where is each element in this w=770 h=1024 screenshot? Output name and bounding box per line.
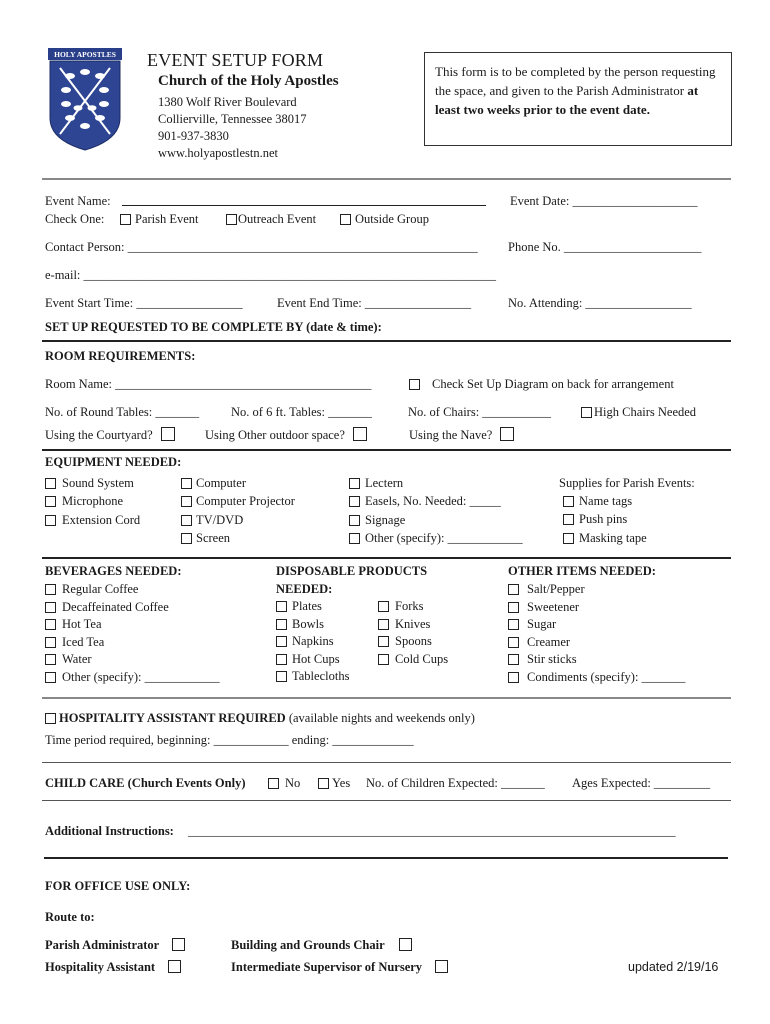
hospitality-option[interactable]: HOSPITALITY ASSISTANT REQUIRED (available nights and weekends only): [45, 711, 475, 726]
checklist-item[interactable]: [349, 494, 501, 509]
header-divider: [42, 178, 731, 180]
submission-notice: [424, 52, 732, 146]
checkbox[interactable]: [378, 619, 389, 630]
church-name: Church of the Holy Apostles: [158, 73, 339, 89]
checklist-item-label: Salt/Pepper: [527, 582, 585, 596]
checklist-item[interactable]: [508, 617, 556, 632]
checklist-item[interactable]: [45, 494, 123, 509]
checkbox[interactable]: [45, 496, 56, 507]
checkbox[interactable]: [508, 619, 519, 630]
checklist-item-label: Easels, No. Needed: _____: [365, 494, 501, 509]
checklist-item[interactable]: [45, 635, 104, 650]
checklist-item[interactable]: [508, 600, 579, 615]
checklist-item[interactable]: [181, 513, 243, 528]
round-tables-field[interactable]: No. of Round Tables: _______: [45, 405, 200, 419]
checklist-item-label: Computer Projector: [196, 494, 295, 509]
church-website: www.holyapostlestn.net: [158, 146, 279, 160]
outdoor-option[interactable]: Using Other outdoor space?: [205, 427, 371, 443]
checkbox[interactable]: [378, 601, 389, 612]
event-name-label: Event Name:: [45, 194, 111, 208]
checkbox[interactable]: [349, 533, 360, 544]
checkbox[interactable]: [45, 637, 56, 648]
checklist-item[interactable]: [378, 599, 423, 614]
checkbox[interactable]: [508, 584, 519, 595]
hospitality-time-field[interactable]: Time period required, beginning: ____________ ending: _____________: [45, 733, 414, 747]
checkbox[interactable]: [276, 601, 287, 612]
checkbox[interactable]: [276, 619, 287, 630]
disposables-heading: DISPOSABLE PRODUCTS: [276, 564, 428, 578]
checkbox[interactable]: [45, 584, 56, 595]
route-label: Route to:: [45, 910, 95, 924]
checkbox[interactable]: [276, 671, 287, 682]
checkbox[interactable]: [181, 478, 192, 489]
email-field[interactable]: e-mail: __________________________________________________________________: [45, 268, 497, 282]
checkbox[interactable]: [349, 496, 360, 507]
checkbox[interactable]: [581, 407, 592, 418]
checklist-item-label: Screen: [196, 530, 231, 545]
checklist-item-label: Microphone: [62, 494, 124, 509]
checklist-item[interactable]: [45, 476, 134, 491]
checklist-item-label: Hot Cups: [292, 651, 340, 666]
checkbox[interactable]: [563, 496, 574, 507]
checklist-item[interactable]: [508, 582, 585, 597]
event-name-line[interactable]: [122, 205, 486, 206]
divider: [42, 800, 731, 801]
checkbox[interactable]: [168, 960, 181, 973]
checklist-item[interactable]: [181, 476, 246, 491]
checklist-item-label: TV/DVD: [196, 512, 244, 527]
checklist-item[interactable]: [508, 670, 685, 685]
checklist-item[interactable]: [181, 531, 230, 546]
checklist-item[interactable]: [378, 652, 448, 667]
checkbox[interactable]: [172, 938, 185, 951]
outside-group-option[interactable]: Outside Group: [340, 212, 429, 227]
checklist-item-label: Plates: [292, 599, 322, 613]
event-end-field[interactable]: Event End Time: _________________: [277, 296, 472, 310]
church-logo: [48, 48, 122, 151]
checklist-item[interactable]: [276, 652, 340, 667]
checkbox[interactable]: [409, 379, 420, 390]
checkbox[interactable]: [563, 514, 574, 525]
room-heading: ROOM REQUIREMENTS:: [45, 349, 196, 363]
checklist-item-label: Napkins: [292, 634, 334, 649]
checkbox[interactable]: [508, 672, 519, 683]
outreach-event-option[interactable]: Outreach Event: [226, 212, 316, 227]
address-line-1: 1380 Wolf River Boulevard: [158, 95, 297, 109]
checklist-item-label: Creamer: [527, 634, 571, 649]
checkbox[interactable]: [226, 214, 237, 225]
checklist-item-label: Push pins: [579, 512, 628, 527]
checkbox[interactable]: [181, 515, 192, 526]
checkbox[interactable]: [349, 478, 360, 489]
checkbox[interactable]: [340, 214, 351, 225]
nave-option[interactable]: Using the Nave?: [409, 427, 518, 443]
checklist-item-label: Computer: [196, 476, 246, 490]
checklist-item-label: Lectern: [365, 476, 404, 490]
checkbox[interactable]: [508, 602, 519, 613]
checklist-item-label: Other (specify): ____________: [365, 530, 523, 545]
childcare-yes-option[interactable]: Yes: [318, 776, 350, 791]
checkbox[interactable]: [508, 654, 519, 665]
office-heading: FOR OFFICE USE ONLY:: [45, 879, 191, 893]
parish-event-option[interactable]: Parish Event: [120, 212, 199, 227]
checklist-item-label: Iced Tea: [62, 634, 105, 649]
checklist-item[interactable]: [181, 494, 295, 509]
checkbox[interactable]: [500, 427, 514, 441]
divider: [44, 857, 728, 859]
checklist-item[interactable]: [563, 531, 647, 546]
divider: [42, 340, 731, 342]
checklist-item-label: Decaffeinated Coffee: [62, 599, 169, 614]
attending-field[interactable]: No. Attending: _________________: [508, 296, 692, 310]
children-count-field[interactable]: No. of Children Expected: _______: [366, 776, 545, 790]
checklist-item[interactable]: [45, 617, 102, 632]
checklist-item[interactable]: [276, 599, 322, 614]
checkbox[interactable]: [161, 427, 175, 441]
checklist-item[interactable]: [45, 600, 169, 615]
other-items-heading: OTHER ITEMS NEEDED:: [508, 564, 656, 578]
checkbox[interactable]: [563, 533, 574, 544]
address-line-2: Collierville, Tennessee 38017: [158, 112, 307, 126]
checkbox[interactable]: [353, 427, 367, 441]
disposables-heading-2: NEEDED:: [276, 582, 333, 596]
checklist-item[interactable]: [378, 634, 432, 649]
checklist-item[interactable]: [508, 652, 577, 667]
checklist-item-label: Extension Cord: [62, 512, 141, 527]
checklist-item-label: Stir sticks: [527, 652, 577, 667]
checkbox[interactable]: [318, 778, 329, 789]
checklist-item-label: Name tags: [579, 494, 633, 508]
checklist-item-label: Water: [62, 652, 92, 667]
checklist-item[interactable]: [45, 670, 220, 685]
equipment-heading: EQUIPMENT NEEDED:: [45, 455, 182, 469]
room-name-field[interactable]: Room Name: _________________________________________: [45, 377, 372, 391]
checkbox[interactable]: [45, 654, 56, 665]
checklist-item[interactable]: [563, 494, 632, 509]
checkbox[interactable]: [181, 496, 192, 507]
childcare-no-option[interactable]: No: [268, 776, 300, 791]
childcare-label: CHILD CARE (Church Events Only): [45, 776, 246, 790]
checklist-item-label: Forks: [395, 599, 424, 613]
church-phone: 901-937-3830: [158, 129, 229, 143]
checkbox[interactable]: [45, 602, 56, 613]
logo-text: HOLY APOSTLES: [54, 50, 116, 59]
notice-deadline: at least two weeks prior to the event date.: [435, 83, 699, 117]
checklist-item[interactable]: [45, 513, 140, 528]
high-chairs-option[interactable]: High Chairs Needed: [581, 405, 696, 420]
phone-field[interactable]: Phone No. ______________________: [508, 240, 702, 254]
checklist-item[interactable]: [45, 652, 92, 667]
checkbox[interactable]: [378, 636, 389, 647]
diagram-option[interactable]: Check Set Up Diagram on back for arrangement: [409, 377, 674, 392]
checklist-item-label: Knives: [395, 616, 431, 631]
checklist-item[interactable]: [276, 634, 334, 649]
divider: [42, 449, 731, 451]
updated-date: updated 2/19/16: [628, 960, 719, 974]
divider: [42, 557, 731, 559]
checklist-item[interactable]: [349, 476, 403, 491]
checklist-item[interactable]: [276, 669, 349, 684]
checklist-item-label: Bowls: [292, 616, 324, 631]
checkbox[interactable]: [378, 654, 389, 665]
route-nursery[interactable]: Intermediate Supervisor of Nursery: [231, 960, 452, 975]
beverages-heading: BEVERAGES NEEDED:: [45, 564, 182, 578]
checkbox[interactable]: [45, 478, 56, 489]
event-date-field[interactable]: Event Date: ____________________: [510, 194, 698, 208]
checklist-item[interactable]: [276, 617, 324, 632]
checklist-item-label: Signage: [365, 512, 406, 527]
checklist-item-label: Sound System: [62, 476, 134, 490]
checklist-item-label: Regular Coffee: [62, 582, 139, 596]
courtyard-option[interactable]: Using the Courtyard?: [45, 427, 179, 443]
setup-requested-label: SET UP REQUESTED TO BE COMPLETE BY (date & time):: [45, 320, 382, 334]
additional-label: Additional Instructions:: [45, 824, 174, 838]
checkbox[interactable]: [120, 214, 131, 225]
checklist-item-label: Masking tape: [579, 530, 647, 545]
route-building[interactable]: Building and Grounds Chair: [231, 938, 416, 953]
checkbox[interactable]: [45, 672, 56, 683]
checkbox[interactable]: [508, 637, 519, 648]
checkbox[interactable]: [45, 713, 56, 724]
checklist-item[interactable]: [349, 513, 405, 528]
checklist-item[interactable]: [349, 531, 523, 546]
checkbox[interactable]: [181, 533, 192, 544]
checkbox[interactable]: [435, 960, 448, 973]
checklist-item-label: Sugar: [527, 617, 557, 632]
checklist-item[interactable]: [45, 582, 138, 597]
check-one-label: Check One:: [45, 212, 105, 226]
checklist-item-label: Other (specify): ____________: [62, 670, 220, 684]
checkbox[interactable]: [45, 515, 56, 526]
supplies-heading: Supplies for Parish Events:: [559, 476, 695, 490]
event-start-field[interactable]: Event Start Time: _________________: [45, 296, 243, 310]
contact-person-field[interactable]: Contact Person: ________________________________________________________: [45, 240, 478, 254]
checklist-item-label: Sweetener: [527, 599, 580, 614]
six-ft-tables-field[interactable]: No. of 6 ft. Tables: _______: [231, 405, 372, 419]
checklist-item-label: Tablecloths: [292, 669, 350, 684]
checkbox[interactable]: [276, 654, 287, 665]
checkbox[interactable]: [276, 636, 287, 647]
checklist-item-label: Spoons: [395, 634, 432, 649]
checkbox[interactable]: [399, 938, 412, 951]
checklist-item[interactable]: [563, 512, 627, 527]
additional-field[interactable]: ______________________________________________________________________________: [188, 824, 676, 838]
checklist-item[interactable]: [508, 635, 570, 650]
checklist-item-label: Condiments (specify): _______: [527, 670, 686, 684]
checklist-item[interactable]: [378, 617, 430, 632]
divider: [42, 762, 731, 763]
form-title: EVENT SETUP FORM: [147, 50, 324, 70]
route-parish-admin[interactable]: Parish Administrator: [45, 938, 189, 953]
checklist-item-label: Cold Cups: [395, 651, 449, 666]
ages-field[interactable]: Ages Expected: _________: [572, 776, 711, 790]
route-hospitality[interactable]: Hospitality Assistant: [45, 960, 185, 975]
chairs-field[interactable]: No. of Chairs: ___________: [408, 405, 552, 419]
checkbox[interactable]: [268, 778, 279, 789]
checkbox[interactable]: [349, 515, 360, 526]
notice-text: This form is to be completed by the person requesting the space, and given to the Parish Administrator: [435, 64, 716, 98]
divider: [42, 697, 731, 699]
checklist-item-label: Hot Tea: [62, 617, 102, 632]
checkbox[interactable]: [45, 619, 56, 630]
